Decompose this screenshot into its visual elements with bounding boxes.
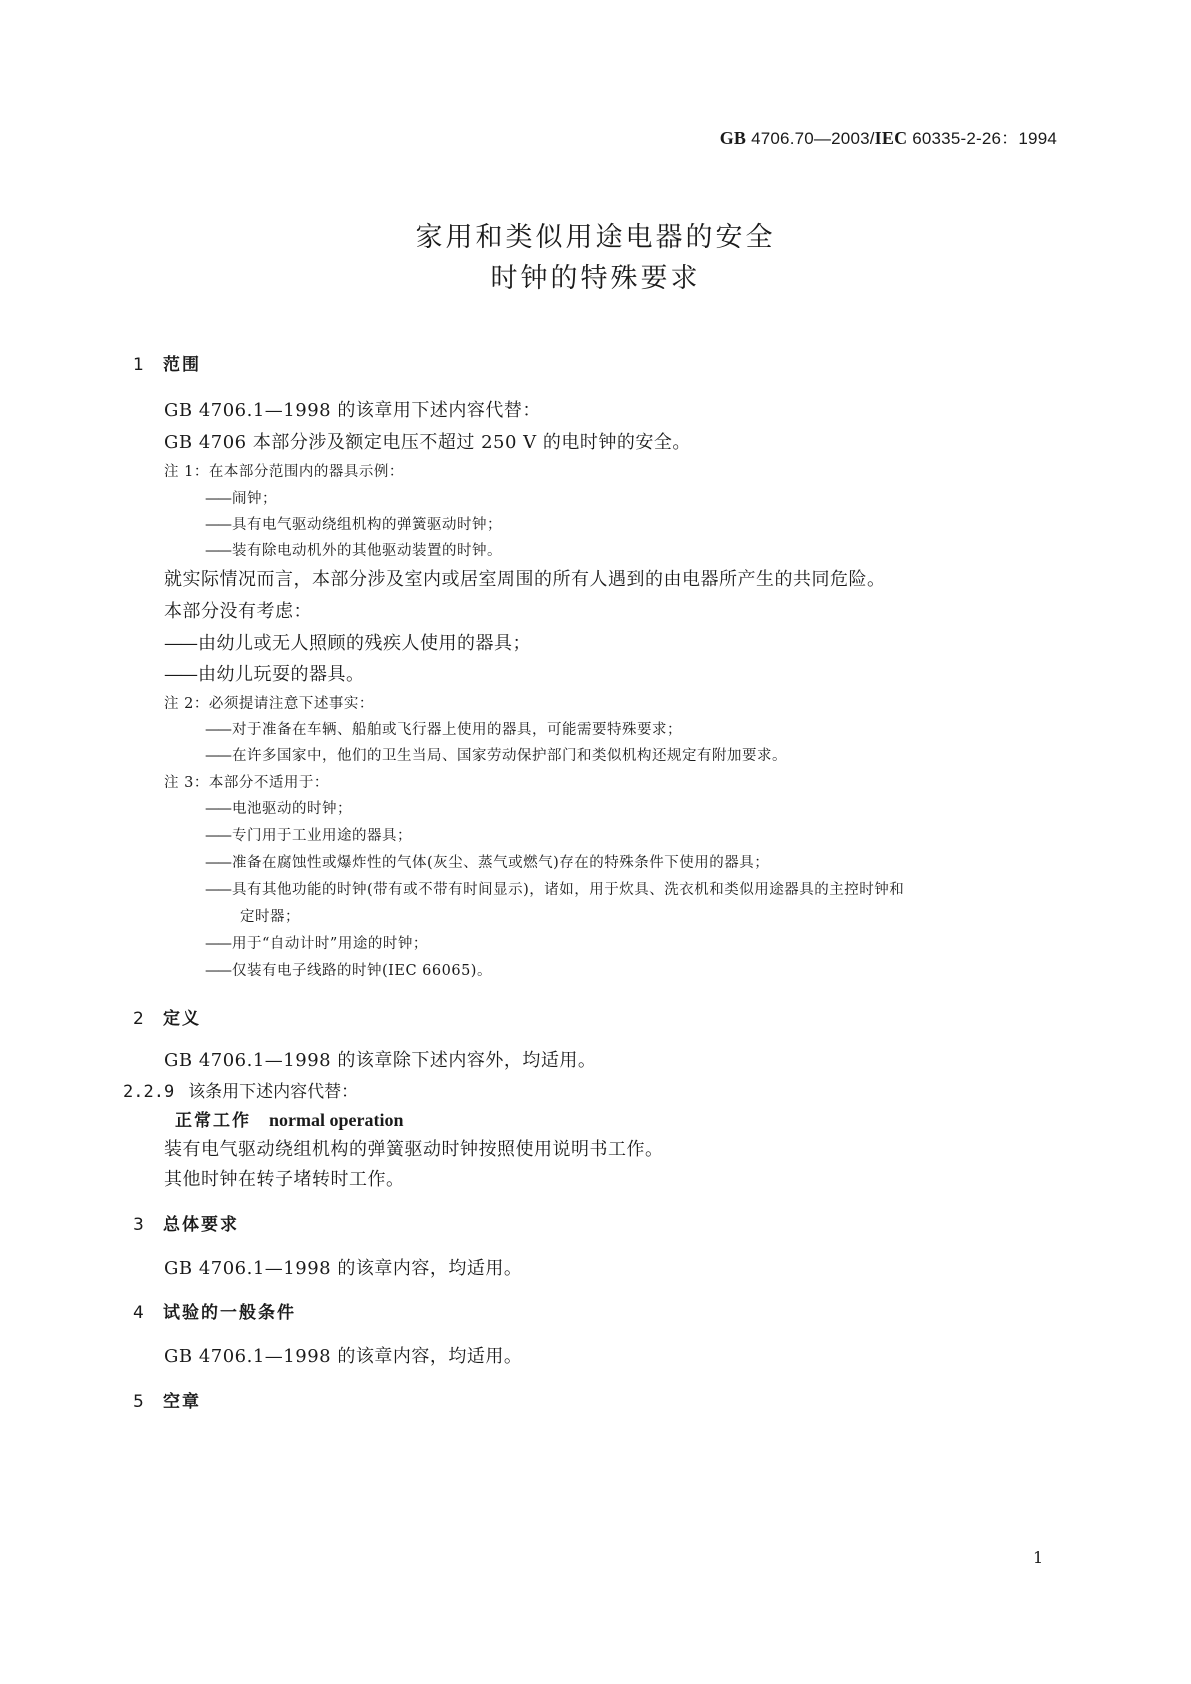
list-item	[205, 878, 904, 899]
clause-number: 2.2.9	[123, 1082, 175, 1102]
standard-code-header	[720, 124, 1057, 149]
list-item-text: 准备在腐蚀性或爆炸性的气体(灰尘、蒸气或燃气)存在的特殊条件下使用的器具；	[232, 855, 770, 871]
list-item-text: 由幼儿玩耍的器具。	[198, 664, 365, 685]
dash: ——	[205, 543, 230, 559]
section-heading-2	[133, 1004, 201, 1029]
dash: ——	[164, 633, 196, 654]
list-item	[164, 660, 365, 686]
list-item	[164, 629, 531, 655]
paragraph: GB 4706.1—1998 的该章用下述内容代替：	[164, 400, 541, 421]
section-number: 2	[133, 1009, 144, 1029]
dash: ——	[205, 491, 230, 507]
list-item	[205, 932, 428, 953]
list-item-text: 用于“自动计时”用途的时钟；	[232, 936, 428, 952]
section-title: 定义	[163, 1009, 201, 1029]
dash: ——	[205, 963, 230, 979]
document-title-line2: 时钟的特殊要求	[490, 263, 701, 294]
list-item-text: 具有其他功能的时钟(带有或不带有时间显示)，诸如，用于炊具、洗衣机和类似用途器具的主控时钟和	[232, 882, 905, 898]
list-item-text: 专门用于工业用途的器具；	[232, 828, 412, 844]
section-heading-5	[133, 1387, 201, 1412]
term-chinese: 正常工作	[175, 1111, 251, 1131]
dash: ——	[205, 936, 230, 952]
standard-prefix-iec: IEC	[874, 128, 908, 148]
list-item	[205, 824, 412, 845]
paragraph: GB 4706.1—1998 的该章内容，均适用。	[164, 1346, 523, 1367]
clause-text: 该条用下述内容代替：	[188, 1082, 359, 1102]
page-number: 1	[1033, 1548, 1044, 1567]
standard-prefix-gb: GB	[719, 128, 747, 148]
section-number: 4	[133, 1303, 144, 1323]
paragraph: 就实际情况而言，本部分涉及室内或居室周围的所有人遇到的由电器所产生的共同危险。	[164, 569, 886, 590]
dash: ——	[164, 664, 196, 685]
paragraph: 本部分没有考虑：	[164, 601, 312, 622]
paragraph: 装有电气驱动绕组机构的弹簧驱动时钟按照使用说明书工作。	[164, 1139, 664, 1160]
dash: ——	[205, 855, 230, 871]
dash: ——	[205, 882, 230, 898]
section-number: 1	[133, 355, 144, 375]
term-english: normal operation	[269, 1110, 404, 1130]
list-item-text: 由幼儿或无人照顾的残疾人使用的器具；	[198, 633, 531, 654]
dash: ——	[205, 801, 230, 817]
note-label: 注 3：本部分不适用于：	[164, 775, 329, 791]
list-item-text: 具有电气驱动绕组机构的弹簧驱动时钟；	[232, 517, 502, 533]
dash: ——	[205, 748, 230, 764]
section-heading-4	[133, 1298, 296, 1323]
section-title: 试验的一般条件	[163, 1303, 296, 1323]
paragraph: GB 4706.1—1998 的该章除下述内容外，均适用。	[164, 1050, 597, 1071]
list-item	[205, 718, 682, 739]
section-number: 3	[133, 1215, 144, 1235]
list-item	[205, 539, 502, 560]
list-item	[205, 851, 769, 872]
dash: ——	[205, 517, 230, 533]
section-number: 5	[133, 1392, 144, 1412]
list-item-text: 闹钟；	[232, 491, 277, 507]
section-heading-3	[133, 1210, 239, 1235]
list-item	[205, 513, 502, 534]
clause-2-2-9	[123, 1077, 358, 1102]
paragraph: 其他时钟在转子堵转时工作。	[164, 1169, 405, 1190]
term-definition	[175, 1106, 404, 1131]
list-item-text: 装有除电动机外的其他驱动装置的时钟。	[232, 543, 502, 559]
list-item-text: 电池驱动的时钟；	[232, 801, 352, 817]
list-item	[205, 744, 787, 765]
list-item-text: 在许多国家中，他们的卫生当局、国家劳动保护部门和类似机构还规定有附加要求。	[232, 748, 787, 764]
list-item-text: 对于准备在车辆、船舶或飞行器上使用的器具，可能需要特殊要求；	[232, 722, 682, 738]
section-title: 范围	[163, 355, 201, 375]
list-item	[205, 487, 277, 508]
paragraph: GB 4706.1—1998 的该章内容，均适用。	[164, 1258, 523, 1279]
list-item	[205, 959, 492, 980]
list-item	[205, 797, 352, 818]
section-title: 空章	[163, 1392, 201, 1412]
dash: ——	[205, 828, 230, 844]
note-label: 注 2：必须提请注意下述事实：	[164, 696, 374, 712]
standard-number-gb: 4706.70—2003/	[746, 129, 875, 148]
document-title-line1: 家用和类似用途电器的安全	[415, 222, 776, 253]
paragraph: GB 4706 本部分涉及额定电压不超过 250 V 的电时钟的安全。	[164, 432, 691, 453]
dash: ——	[205, 722, 230, 738]
note-label: 注 1：在本部分范围内的器具示例：	[164, 464, 404, 480]
section-heading-1	[133, 350, 201, 375]
list-item-continuation: 定时器；	[240, 909, 300, 925]
section-title: 总体要求	[163, 1215, 239, 1235]
standard-number-iec: 60335-2-26：1994	[907, 129, 1057, 148]
list-item-text: 仅装有电子线路的时钟(IEC 66065)。	[232, 963, 492, 979]
